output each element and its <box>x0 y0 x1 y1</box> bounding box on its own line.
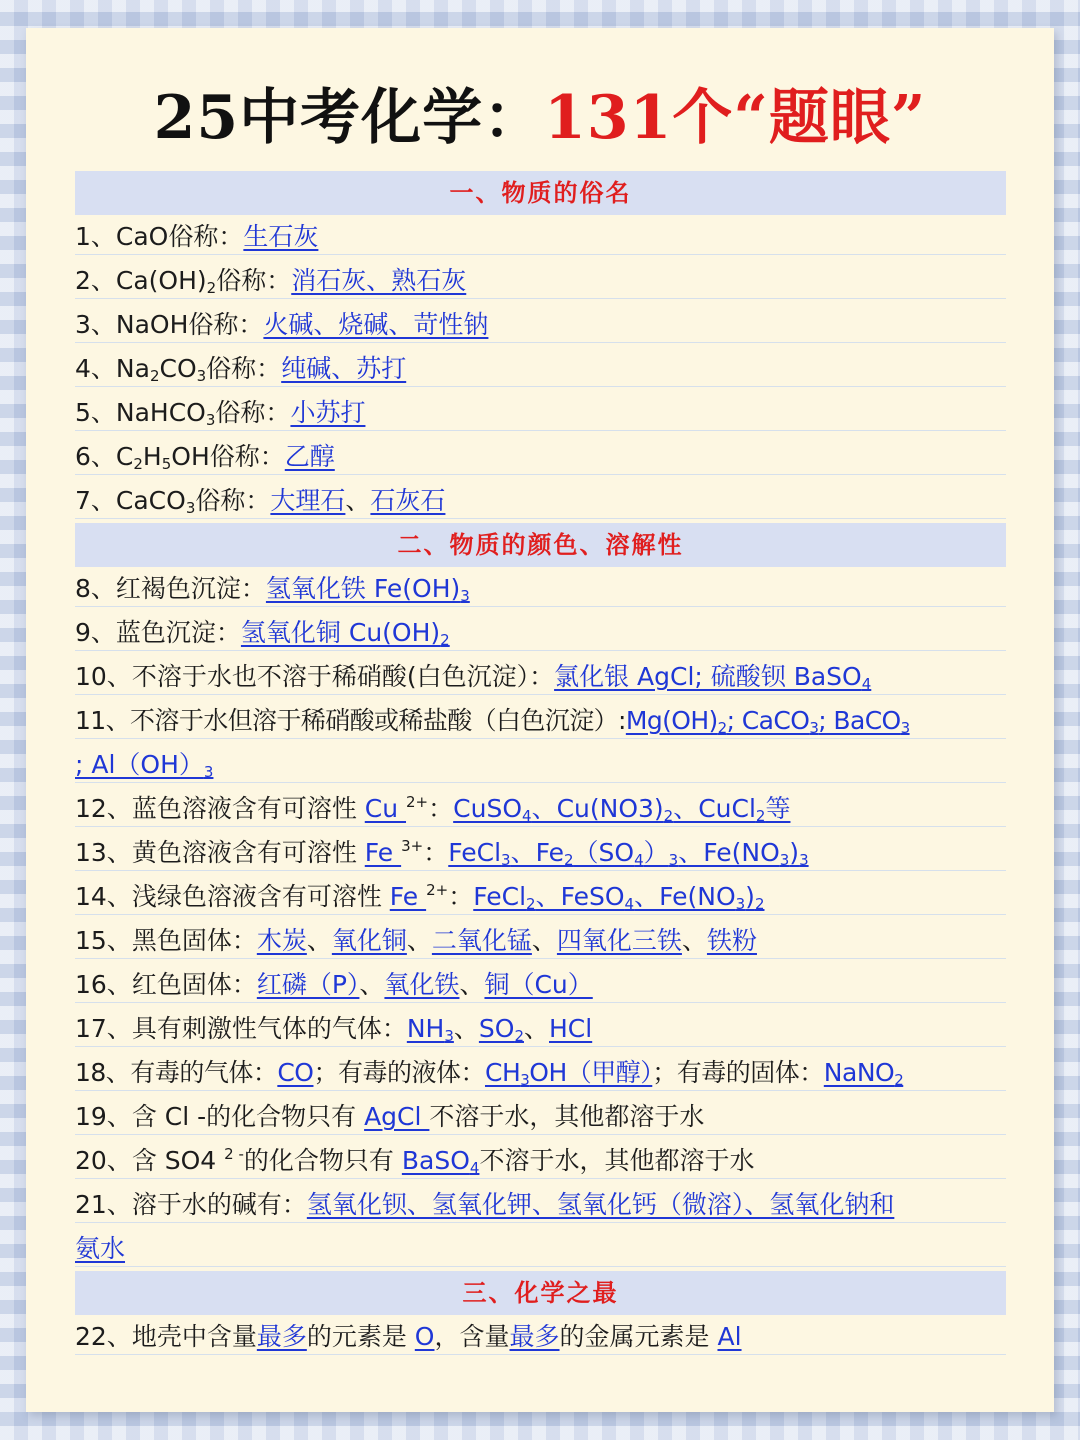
list-item: 8、红褐色沉淀：氢氧化铁 $Fe(OH)_3$ <box>75 567 1006 611</box>
page-title <box>0 80 1080 156</box>
list-item: 11、不溶于水但溶于稀硝酸或稀盐酸（白色沉淀）$:Mg(OH)_2$; CaCO$_3$; BaCO$_3$ <box>75 699 1006 743</box>
list-item: 19、含 Cl -的化合物只有 AgCl 不溶于水，其他都溶于水 <box>75 1095 1006 1139</box>
list-item: 5、NaHCO$_3$俗称：小苏打 <box>75 391 1006 435</box>
section-heading: 三、化学之最 <box>75 1271 1006 1315</box>
list-item: 10、不溶于水也不溶于稀硝酸(白色沉淀）：氯化银 AgCl; 硫酸钡 BaSO$_4$ <box>75 655 1006 699</box>
list-item: 20、含 SO4 $^{2 -}$的化合物只有 BaSO$_4$不溶于水，其他都溶于水 <box>75 1139 1006 1183</box>
list-item: 6、$C_2H_5OH$俗称：乙醇 <box>75 435 1006 479</box>
list-item: 18、有毒的气体：CO；有毒的液体：$CH_3OH$（甲醇）；有毒的固体：NaNO$_2$ <box>75 1051 1006 1095</box>
section-heading: 二、物质的颜色、溶解性 <box>75 523 1006 567</box>
title-highlight: 131个“题眼” <box>544 83 927 153</box>
list-item: 17、具有刺激性气体的气体：$NH_3$、$SO_2$、HCl <box>75 1007 1006 1051</box>
list-item: 21、溶于水的碱有：氢氧化钡、氢氧化钾、氢氧化钙（微溶）、氢氧化钠和 <box>75 1183 1006 1227</box>
list-item: 4、$Na_2CO_3$俗称：纯碱、苏打 <box>75 347 1006 391</box>
section-heading: 一、物质的俗名 <box>75 171 1006 215</box>
list-item: 12、蓝色溶液含有可溶性 Cu $^{2+}$：CuSO$_4$、$Cu(NO3)_2$、CuCl$_2$等 <box>75 787 1006 831</box>
list-item: 22、地壳中含量最多的元素是 O，含量最多的金属元素是 Al <box>75 1315 1006 1359</box>
list-item: 15、黑色固体：木炭、氧化铜、二氧化锰、四氧化三铁、铁粉 <box>75 919 1006 963</box>
list-item: 氨水 <box>75 1227 1006 1271</box>
list-item: 1、CaO俗称：生石灰 <box>75 215 1006 259</box>
title-main: 25中考化学： <box>153 83 545 153</box>
content-list <box>75 171 1006 1359</box>
list-item: 3、NaOH俗称：火碱、烧碱、苛性钠 <box>75 303 1006 347</box>
list-item: 9、蓝色沉淀：氢氧化铜 $Cu(OH)_2$ <box>75 611 1006 655</box>
list-item: 7、CaCO$_3$俗称：大理石、石灰石 <box>75 479 1006 523</box>
list-item: 14、浅绿色溶液含有可溶性 Fe $^{2+}$：FeCl$_2$、FeSO$_4$、$Fe(NO_3)_2$ <box>75 875 1006 919</box>
list-item: 16、红色固体：红磷（P）、氧化铁、铜（Cu） <box>75 963 1006 1007</box>
list-item: 2、$Ca(OH)_2$俗称：消石灰、熟石灰 <box>75 259 1006 303</box>
list-item: 13、黄色溶液含有可溶性 Fe $^{3+}$：FeCl$_3$、$Fe_2(SO_4)_3$、$Fe(NO_3)_3$ <box>75 831 1006 875</box>
list-item: ; $Al(OH)_3$ <box>75 743 1006 787</box>
